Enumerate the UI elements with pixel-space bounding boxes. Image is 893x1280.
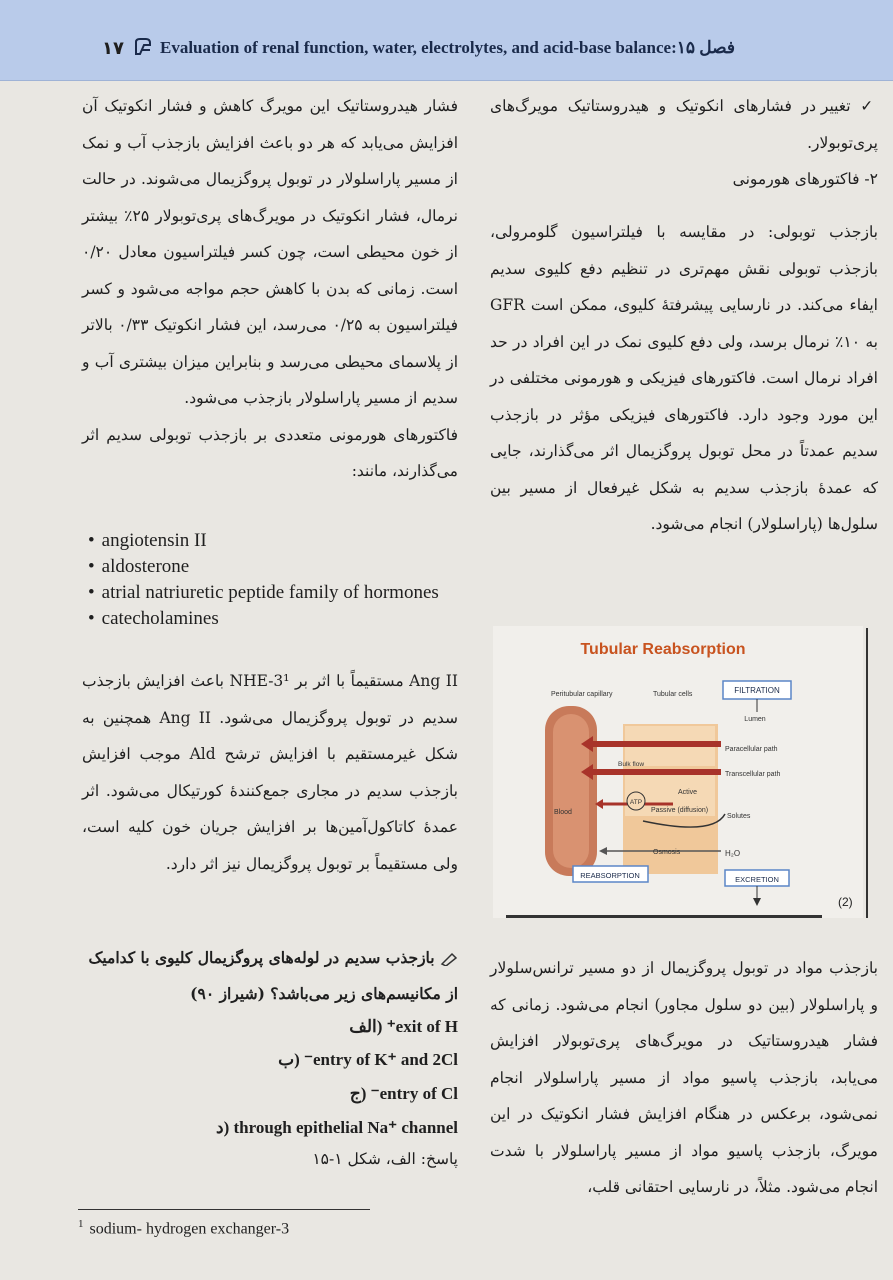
hormone-list [88,528,468,632]
svg-text:Active: Active [678,789,698,796]
chapter-icon [132,36,154,58]
option-b: entry of K⁺ and 2Cl⁻ (ب [278,1050,458,1069]
page-number: ۱۷ [102,38,124,59]
figure [493,626,863,918]
svg-text:Paracellular path: Paracellular path [725,746,778,753]
paragraph: Ang II مستقیماً با اثر بر NHE-3¹ باعث افزایش بازجذب سدیم در توبول پروگزیمال می‌شود. Ang II همچنین به شکل غیرمستقیم با افزایش ترشح Ald موجب افزایش بازجذب سدیم در مجاری جمع‌کنندهٔ کورتیکال می‌شود. اثر عمدهٔ کاتاکول‌آمین‌ها بر افزایش جریان خون کلیه است، ولی مستقیماً بر توبول پروگزیمال نیز اثر دارد. [82,672,458,873]
svg-text:H₂O: H₂O [725,849,741,858]
svg-text:Passive (diffusion): Passive (diffusion) [651,807,709,814]
figure-border [866,628,868,918]
page-title: Evaluation of renal function, water, electrolytes, and acid-base balance:فصل ۱۵ [160,38,736,57]
option-c: entry of Cl⁻ (ج [349,1084,458,1103]
svg-text:Peritubular capillary: Peritubular capillary [551,691,613,698]
paragraph: فاکتورهای هورمونی متعددی بر بازجذب توبولی سدیم اثر می‌گذارند، مانند: [82,425,458,480]
svg-text:Osmosis: Osmosis [653,849,681,856]
list-item: • aldosterone [88,554,468,580]
paragraph: فشار هیدروستاتیک این مویرگ کاهش و فشار انکوتیک آن افزایش می‌یابد که هر دو باعث افزایش بازجذب آب و نمک از مسیر پاراسلولار در توبول پروگزیمال می‌شوند. در حالت نرمال، فشار انکوتیک در مویرگ‌های پری‌توبولار ۲۵٪ بیشتر از خون محیطی است، چون کسر فیلتراسیون معادل ۰/۲۰ است. زمانی که بدن با کاهش حجم مواجه می‌شود و کسر فیلتراسیون به ۰/۲۵ می‌رسد، این فشار انکوتیک ۰/۳۳ بالاتر از پلاسمای محیطی می‌رسد و بنابراین میزان بیشتری آب و سدیم از مسیر پاراسلولار بازجذب می‌شود. [82,97,458,407]
list-item: • angiotensin II [88,528,468,554]
figure-border [506,915,822,918]
paragraph: بازجذب توبولی: در مقایسه با فیلتراسیون گلومرولی، بازجذب توبولی نقش مهم‌تری در تنظیم دفع کلیوی سدیم ایفاء می‌کند. در نارسایی پیشرفتهٔ کلیوی، ممکن است GFR به ۱۰٪ نرمال برسد، ولی دفع کلیوی نمک در این افراد در حد افراد نرمال است. فاکتورهای فیزیکی و هورمونی مختلفی در این مورد وجود دارد. فاکتورهای فیزیکی مؤثر در بازجذب سدیم عمدتاً در محل توبول پروگزیمال اثر می‌گذارند، جایی که عمدهٔ بازجذب سدیم به شکل غیرفعال از مسیر بین سلول‌ها (پاراسلولار) انجام می‌شود. [490,223,878,533]
svg-text:Lumen: Lumen [744,716,766,723]
list-item: • atrial natriuretic peptide family of hormones [88,580,468,606]
right-column-top [490,88,878,198]
list-item: • catecholamines [88,606,468,632]
svg-text:Tubular cells: Tubular cells [653,691,693,698]
svg-text:Bulk flow: Bulk flow [618,761,645,768]
option-d: through epithelial Na⁺ channel (د [216,1118,458,1137]
answer: پاسخ: الف، شکل ۱-۱۵ [312,1150,458,1168]
svg-text:FILTRATION: FILTRATION [734,686,780,695]
svg-text:Transcellular path: Transcellular path [725,771,781,778]
figure-number: (2) [838,895,853,909]
section-heading: ۲- فاکتورهای هورمونی [732,170,878,188]
left-column-body [82,663,458,882]
pencil-icon [440,952,458,966]
question-title: بازجذب سدیم در لوله‌های پروگزیمال کلیوی با کدامیک از مکانیسم‌های زیر می‌باشد؟ (شیراز ۹۰) [88,948,458,1003]
option-a: exit of H⁺ (الف [349,1017,458,1036]
list-item: ✓ تغییر در فشارهای انکوتیک و هیدروستاتیک مویرگ‌های پری‌توبولار. [490,97,878,152]
svg-text:ATP: ATP [629,799,643,806]
paragraph: بازجذب مواد در توبول پروگزیمال از دو مسیر ترانس‌سلولار و پاراسلولار (بین دو سلول مجاور) انجام می‌شود. زمانی که فشار هیدروستاتیک در مویرگ‌های پری‌توبولار افزایش می‌یابد، بازجذب پاسیو مواد از مسیر پاراسلولار انجام نمی‌شود، برعکس در هنگام افزایش فشار انکوتیک در این مویرگ، بازجذب پاسیو مواد از مسیر پاراسلولار با شدت انجام می‌شود. مثلاً، در نارسایی احتقانی قلب، [490,959,878,1196]
footnote-divider [78,1209,370,1210]
tubular-reabsorption-diagram [493,626,863,918]
svg-text:EXCRETION: EXCRETION [735,875,779,884]
svg-text:REABSORPTION: REABSORPTION [580,871,640,880]
svg-text:Blood: Blood [554,809,572,816]
svg-text:Solutes: Solutes [727,813,751,820]
page-header [0,0,893,81]
figure-title: Tubular Reabsorption [580,641,746,658]
left-column [82,88,458,490]
footnote: $^1$ sodium- hydrogen exchanger-3 [78,1218,290,1238]
right-column-body [490,214,878,543]
right-column-bottom [490,950,878,1206]
